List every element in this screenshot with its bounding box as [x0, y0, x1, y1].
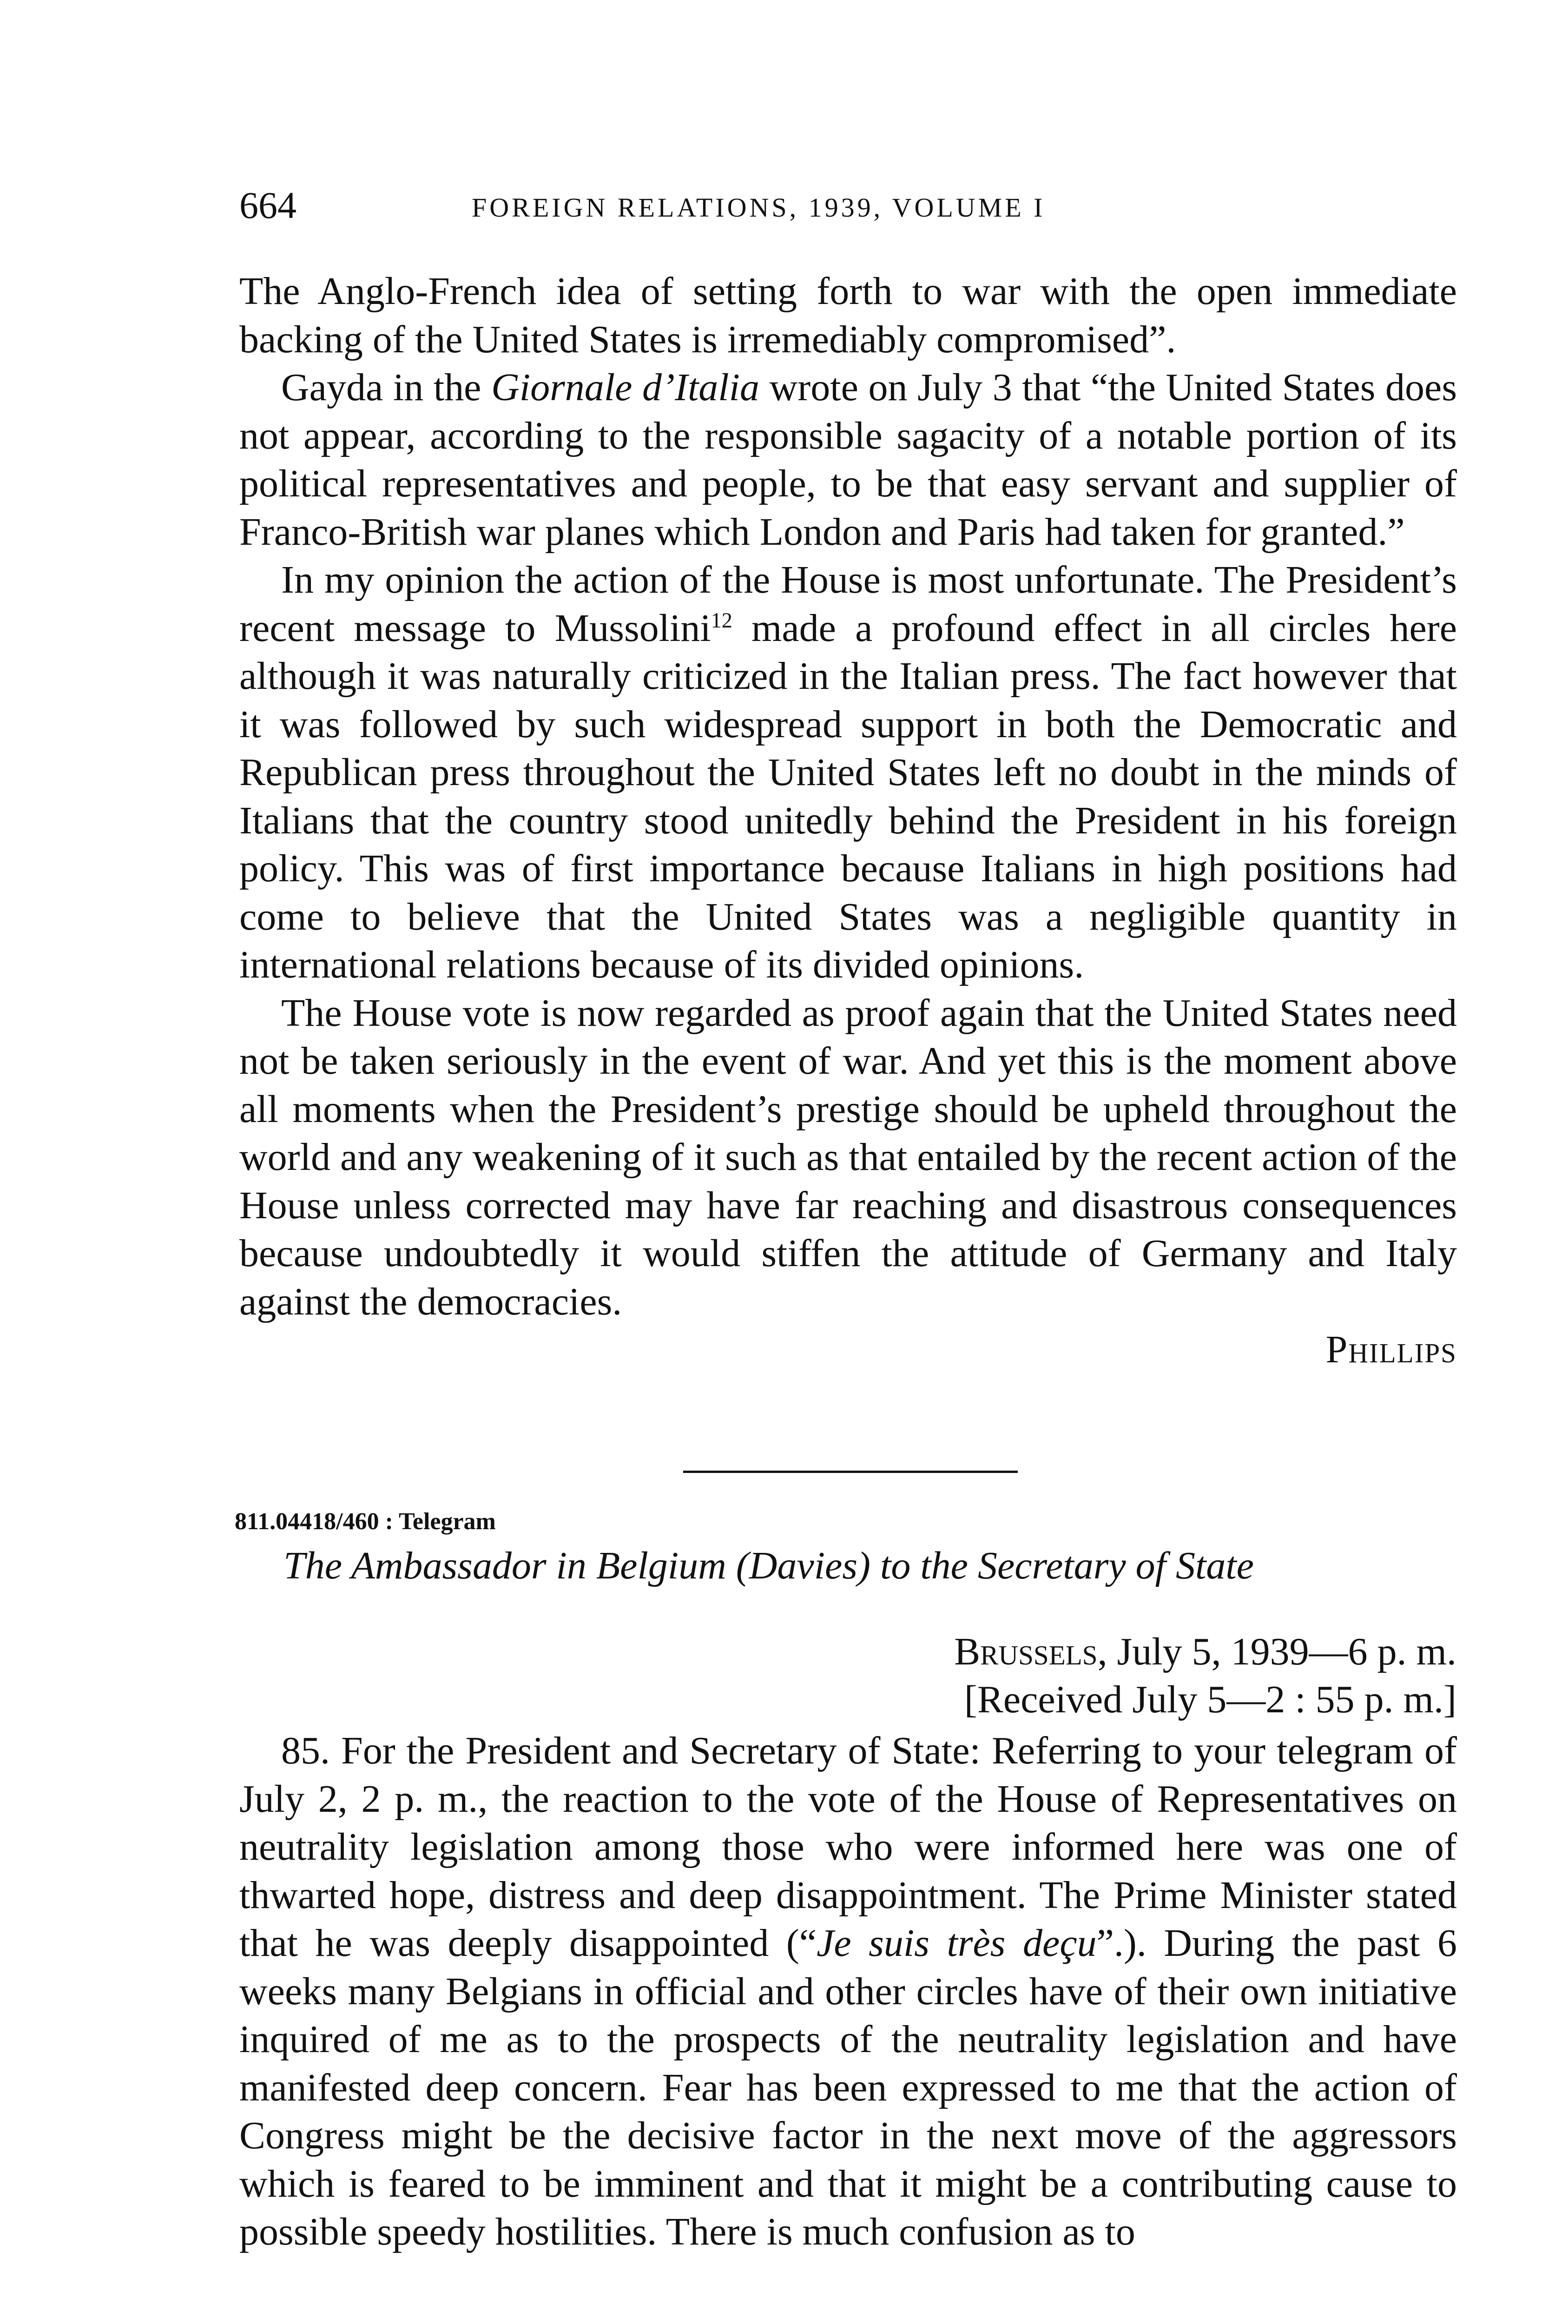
received-line: [Received July 5—2 : 55 p. m.]	[964, 1678, 1456, 1721]
letter-body	[239, 267, 1457, 1374]
document-id: 811.04418/460 : Telegram	[235, 1508, 496, 1535]
section-divider	[683, 1471, 1018, 1473]
page-number: 664	[239, 184, 296, 226]
paragraph: In my opinion the action of the House is most unfortunate. The President’s recent message to Mussolini$^{12}$ made a profound effect in all circles here although it was naturally criticized in the Italian press. The fact however that it was followed by such widespread support in both the Democratic and Republican press throughout the United States left no doubt in the minds of Italians that the country stood unitedly behind the President in his foreign policy. This was of first importance because Italians in high positions had come to believe that the United States was a negligible quantity in international relations because of its divided opinions.	[239, 558, 1457, 986]
paragraph: Gayda in the Giornale d’Italia wrote on July 3 that “the United States does not appear, according to the responsible sagacity of a notable portion of its political representatives and people, to be that easy servant and supplier of Franco-British war planes which London and Paris had taken for granted.”	[239, 366, 1457, 554]
newspaper-title: Giornale d’Italia	[491, 366, 759, 409]
paragraph: 85. For the President and Secretary of State: Referring to your telegram of July 2, 2 p. m., the reaction to the vote of the House of Representatives on neutrality legislation among those who were informed here was one of thwarted hope, distress and deep disappointment. The Prime Minister stated that he was deeply disappointed (“Je suis très deçu”.). During the past 6 weeks many Belgians in official and other circles have of their own initiative inquired of me as to the prospects of the neutrality legislation and have manifested deep concern. Fear has been expressed to me that the action of Congress might be the decisive factor in the next move of the aggressors which is feared to be imminent and that it might be a contributing cause to possible speedy hostilities. There is much confusion as to	[239, 1729, 1457, 2253]
paragraph: The House vote is now regarded as proof again that the United States need not be taken seriously in the event of war. And yet this is the moment above all moments when the President’s prestige should be upheld throughout the world and any weakening of it such as that entailed by the recent action of the House unless corrected may have far reaching and disastrous consequences because undoubtedly it would stiffen the attitude of Germany and Italy against the democracies.	[239, 991, 1457, 1323]
telegram-body	[239, 1727, 1457, 2256]
footnote-reference: 12	[711, 608, 732, 632]
dateline: Brussels, July 5, 1939—6 p. m.	[954, 1630, 1456, 1673]
signature: Phillips	[1325, 1328, 1457, 1371]
dateline-place: Brussels	[954, 1630, 1098, 1673]
document-title: The Ambassador in Belgium (Davies) to the Secretary of State	[283, 1544, 1254, 1587]
paragraph: The Anglo-French idea of setting forth to war with the open immediate backing of the United States is irremediably compromised”.	[239, 270, 1457, 361]
quoted-french: Je suis très deçu	[817, 1921, 1097, 1965]
running-title: FOREIGN RELATIONS, 1939, VOLUME I	[472, 192, 1046, 223]
